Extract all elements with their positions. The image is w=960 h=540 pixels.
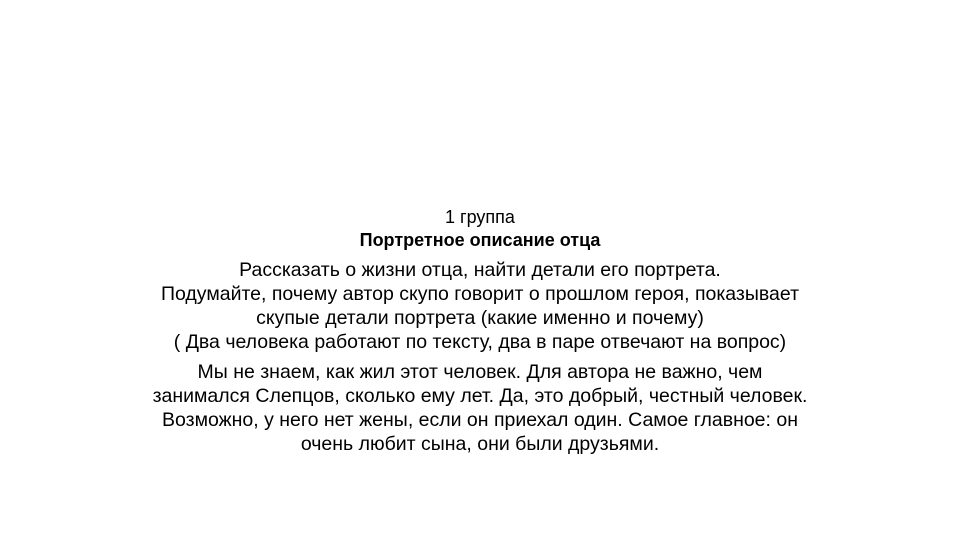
answer-line: занимался Слепцов, сколько ему лет. Да, это добрый, честный человек.: [152, 385, 808, 407]
task-line: скупые детали портрета (какие именно и почему): [256, 307, 704, 329]
task-text: [80, 258, 880, 354]
task-line: Подумайте, почему автор скупо говорит о прошлом героя, показывает: [160, 283, 799, 305]
task-line: ( Два человека работают по тексту, два в паре отвечают на вопрос): [173, 331, 787, 353]
slide-content: [80, 206, 880, 456]
answer-line: очень любит сына, они были друзьями.: [300, 433, 660, 455]
answer-text: [80, 360, 880, 456]
answer-line: Возможно, у него нет жены, если он приехал один. Самое главное: он: [162, 409, 798, 431]
task-line: Рассказать о жизни отца, найти детали его портрета.: [239, 259, 721, 281]
slide-title: Портретное описание отца: [359, 230, 601, 250]
answer-line: Мы не знаем, как жил этот человек. Для автора не важно, чем: [197, 361, 763, 383]
group-label: 1 группа: [445, 207, 515, 227]
